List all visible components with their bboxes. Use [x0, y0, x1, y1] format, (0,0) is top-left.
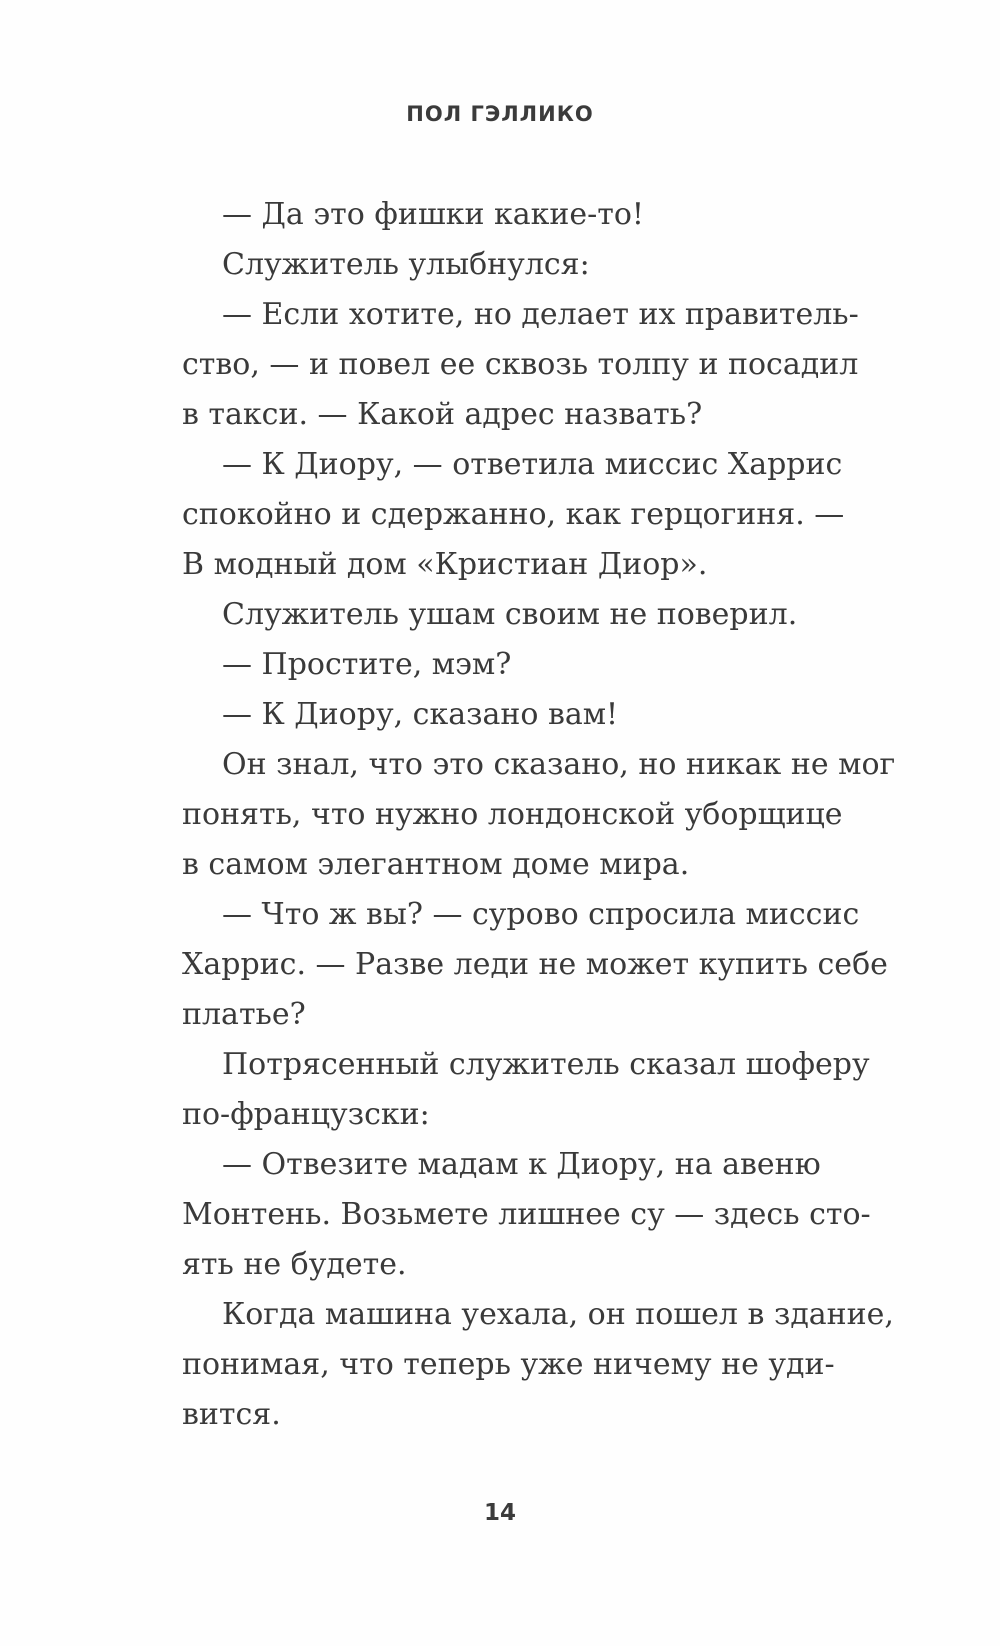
text-line: — Если хотите, но делает их правитель- — [222, 297, 859, 332]
text-line: — К Диору, сказано вам! — [222, 697, 619, 732]
text-line: — Что ж вы? — сурово спросила миссис — [222, 897, 860, 932]
text-line: Харрис. — Разве леди не может купить себе — [182, 947, 888, 982]
text-line: ство, — и повел ее сквозь толпу и посадил — [182, 347, 859, 382]
text-line: по-французски: — [182, 1097, 430, 1132]
text-line: в самом элегантном доме мира. — [182, 847, 690, 882]
text-line: — Простите, мэм? — [222, 647, 512, 682]
text-line: Он знал, что это сказано, но никак не мог — [222, 747, 896, 782]
body-text — [182, 190, 896, 1440]
text-line: Когда машина уехала, он пошел в здание, — [222, 1297, 894, 1332]
page-number: 14 — [483, 1500, 516, 1526]
running-head: ПОЛ ГЭЛЛИКО — [406, 102, 594, 126]
text-line: В модный дом «Кристиан Диор». — [182, 547, 708, 582]
text-line: Служитель ушам своим не поверил. — [222, 597, 798, 632]
text-line: понять, что нужно лондонской уборщице — [182, 797, 843, 832]
text-line: Потрясенный служитель сказал шоферу — [222, 1047, 870, 1082]
text-line: — Отвезите мадам к Диору, на авеню — [222, 1147, 821, 1182]
text-line: вится. — [182, 1397, 281, 1432]
text-line: ять не будете. — [182, 1247, 407, 1282]
text-line: — К Диору, — ответила миссис Харрис — [222, 447, 843, 482]
text-line: спокойно и сдержанно, как герцогиня. — — [182, 497, 845, 532]
text-line: — Да это фишки какие-то! — [222, 197, 644, 232]
text-line: Служитель улыбнулся: — [222, 247, 590, 282]
text-line: платье? — [182, 997, 306, 1032]
text-line: Монтень. Возьмете лишнее су — здесь сто- — [182, 1197, 871, 1232]
text-line: понимая, что теперь уже ничему не уди- — [182, 1347, 835, 1382]
text-line: в такси. — Какой адрес назвать? — [182, 397, 703, 432]
